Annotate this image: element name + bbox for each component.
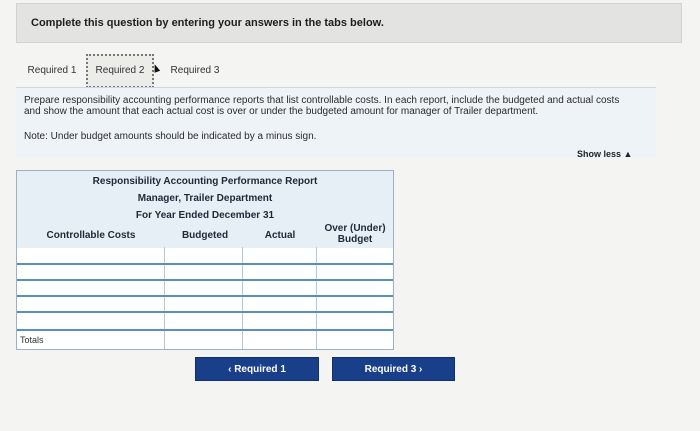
cost-name-input[interactable] (17, 297, 165, 311)
col-header-actual: Actual (264, 230, 296, 241)
budgeted-input[interactable] (165, 297, 243, 311)
budgeted-input[interactable] (165, 281, 243, 295)
actual-input[interactable] (243, 265, 317, 279)
col-header-budgeted: Budgeted (181, 230, 229, 241)
cost-name-input[interactable] (17, 247, 165, 263)
totals-label: Totals (20, 335, 44, 345)
instruction-bar (16, 3, 682, 43)
question-instruction: Prepare responsibility accounting performance reports that list controllable costs. In each report, include the budgeted and actual costs and show the amount that each actual cost is over or under the budgeted amount for manager of Trailer department. (24, 95, 620, 117)
actual-input[interactable] (243, 247, 317, 263)
report-subtitle: Manager, Trailer Department (137, 193, 273, 204)
tab-required-3[interactable]: Required 3 (170, 65, 220, 76)
tab-required-1[interactable]: Required 1 (27, 65, 77, 76)
table-row (17, 313, 393, 331)
col-header-over-under: Over (Under) Budget (324, 223, 386, 245)
report-title: Responsibility Accounting Performance Report (92, 176, 318, 187)
table-row (17, 297, 393, 313)
table-row (17, 265, 393, 281)
over-under-cell (317, 265, 393, 279)
budgeted-input[interactable] (165, 247, 243, 263)
totals-actual-cell (243, 331, 317, 349)
header-instruction: Complete this question by entering your answers in the tabs below. (31, 17, 384, 29)
question-note: Note: Under budget amounts should be indicated by a minus sign. (24, 131, 317, 142)
over-under-cell (317, 281, 393, 295)
question-content (16, 87, 656, 158)
actual-input[interactable] (243, 281, 317, 295)
over-under-cell (317, 313, 393, 329)
performance-report-table (16, 170, 394, 350)
totals-over-under-cell (317, 331, 393, 349)
actual-input[interactable] (243, 313, 317, 329)
budgeted-input[interactable] (165, 265, 243, 279)
cost-name-input[interactable] (17, 265, 165, 279)
tab-required-2[interactable]: Required 2 (86, 54, 154, 88)
cost-name-input[interactable] (17, 281, 165, 295)
table-row (17, 281, 393, 297)
show-less-link[interactable]: Show less ▲ (577, 149, 633, 159)
next-required-3-button[interactable]: Required 3 › (332, 357, 455, 381)
over-under-cell (317, 247, 393, 263)
report-period: For Year Ended December 31 (135, 210, 275, 221)
actual-input[interactable] (243, 297, 317, 311)
cost-name-input[interactable] (17, 313, 165, 329)
prev-required-1-button[interactable]: ‹ Required 1 (195, 357, 319, 381)
totals-budgeted-cell (165, 331, 243, 349)
mouse-cursor-icon (152, 63, 160, 73)
over-under-cell (317, 297, 393, 311)
table-row (17, 247, 393, 265)
budgeted-input[interactable] (165, 313, 243, 329)
col-header-controllable-costs: Controllable Costs (46, 230, 136, 241)
totals-row (17, 331, 393, 349)
